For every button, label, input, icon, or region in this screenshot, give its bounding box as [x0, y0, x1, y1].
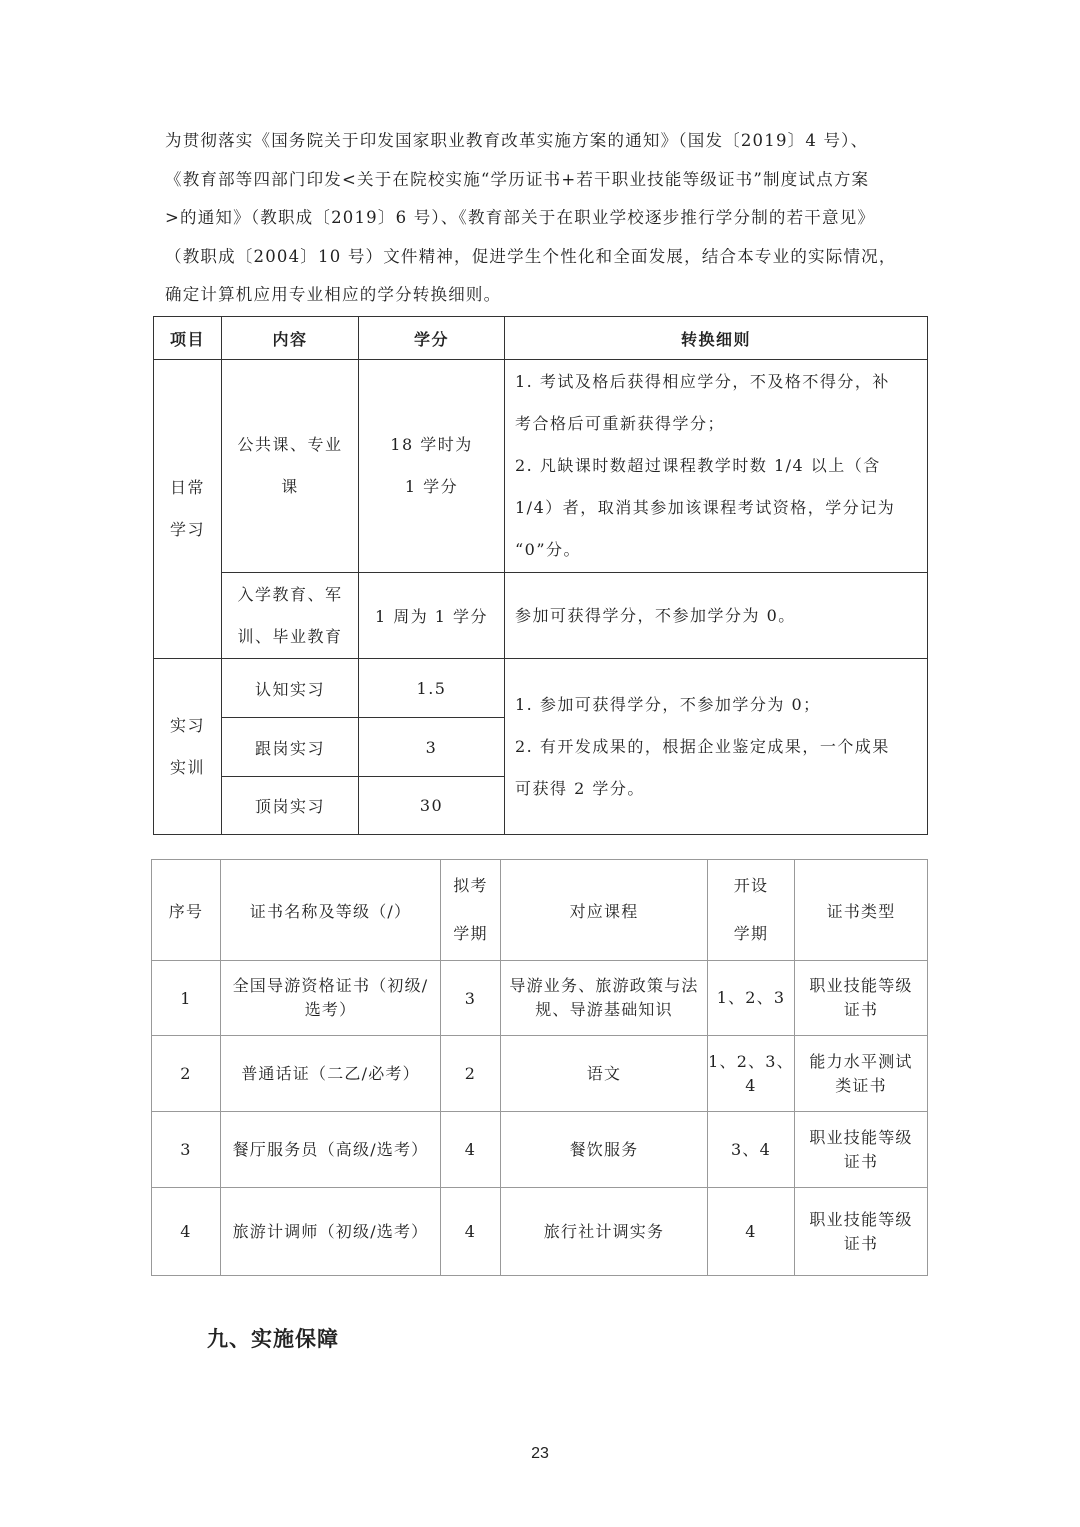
- cell-course: [501, 1036, 708, 1112]
- cell-no: 4: [152, 1188, 221, 1276]
- cell-exam-term: 4: [441, 1112, 501, 1188]
- content-cell: 顶岗实习: [222, 777, 359, 835]
- header-no: 序号: [152, 860, 221, 961]
- rule-line: 1/4）者，取消其参加该课程考试资格，学分记为: [515, 498, 896, 517]
- content-cell: [222, 573, 359, 659]
- table-row: [154, 659, 928, 718]
- table-row: [152, 961, 928, 1036]
- table-header-row: [152, 860, 928, 961]
- header-course: 对应课程: [501, 860, 708, 961]
- cell-no: 1: [152, 961, 221, 1036]
- cell-offer-term: [708, 961, 795, 1036]
- cell-line: 规、导游基础知识: [535, 1000, 673, 1019]
- cell-cert-type: [795, 961, 928, 1036]
- cell-cert-name: [221, 1188, 441, 1276]
- cell-line: 1、2、3: [716, 988, 786, 1007]
- credit-cell: 30: [359, 777, 505, 835]
- content-line: 入学教育、军: [237, 584, 343, 604]
- cell-cert-type: [795, 1188, 928, 1276]
- table-row: [152, 1036, 928, 1112]
- cell-line: 1、2、3、: [708, 1051, 794, 1071]
- group-label-daily: [154, 360, 222, 659]
- cell-line: 职业技能等级: [809, 1127, 913, 1147]
- rule-cell: 参加可获得学分，不参加学分为 0。: [505, 573, 928, 659]
- cell-cert-name: [221, 1036, 441, 1112]
- cell-offer-term: [708, 1036, 795, 1112]
- intro-line: >的通知》（教职成〔2019〕6 号）、《教育部关于在职业学校逐步推行学分制的若干意见》: [165, 208, 876, 227]
- rule-line: 1. 考试及格后获得相应学分，不及格不得分，补: [515, 372, 890, 391]
- cell-line: 证书: [843, 1233, 879, 1253]
- cell-exam-term: 2: [441, 1036, 501, 1112]
- content-cell: [222, 360, 359, 573]
- content-cell: 认知实习: [222, 659, 359, 718]
- cell-no: 3: [152, 1112, 221, 1188]
- cell-course: [501, 1188, 708, 1276]
- cell-line: 餐饮服务: [569, 1139, 639, 1159]
- cell-line: 旅行社计调实务: [543, 1221, 665, 1241]
- credit-line: 18 学时为: [390, 435, 473, 454]
- page-number: 23: [531, 1445, 549, 1462]
- intro-line: （教职成〔2004〕10 号）文件精神，促进学生个性化和全面发展，结合本专业的实际情况，: [165, 246, 897, 266]
- table-header-row: [154, 317, 928, 360]
- header-line: 学期: [733, 924, 769, 943]
- cell-exam-term: 4: [441, 1188, 501, 1276]
- section-title: 九、实施保障: [207, 1327, 339, 1351]
- cell-line: 语文: [586, 1063, 622, 1083]
- header-cert-type: 证书类型: [795, 860, 928, 961]
- table-row: [152, 1188, 928, 1276]
- cell-line: 导游业务、旅游政策与法: [509, 976, 699, 995]
- intro-line: 《教育部等四部门印发<关于在院校实施“学历证书+若干职业技能等级证书”制度试点方案: [165, 169, 870, 189]
- table-row: [152, 1112, 928, 1188]
- cell-line: 3、4: [731, 1139, 771, 1159]
- content-cell: 跟岗实习: [222, 718, 359, 777]
- cell-line: 餐厅服务员（高级/选考）: [232, 1139, 429, 1159]
- cell-line: 职业技能等级: [809, 1209, 913, 1229]
- cell-offer-term: [708, 1188, 795, 1276]
- credit-cell: 1.5: [359, 659, 505, 718]
- credit-cell: [359, 360, 505, 573]
- rule-cell: [505, 659, 928, 835]
- cell-course: [501, 961, 708, 1036]
- credit-cell: 1 周为 1 学分: [359, 573, 505, 659]
- cell-no: 2: [152, 1036, 221, 1112]
- cell-line: 全国导游资格证书（初级/: [232, 976, 429, 995]
- cell-cert-type: [795, 1036, 928, 1112]
- rule-line: 可获得 2 学分。: [515, 778, 645, 798]
- header-cert-name: 证书名称及等级（/）: [221, 860, 441, 961]
- header-exam-term: [441, 860, 501, 961]
- header-item: 项目: [154, 317, 222, 360]
- intro-paragraph: [165, 122, 930, 315]
- certificate-table: [151, 859, 928, 1276]
- table-row: [154, 573, 928, 659]
- credit-line: 1 学分: [404, 477, 459, 496]
- label-line: 实训: [169, 757, 205, 777]
- rule-line: 2. 有开发成果的，根据企业鉴定成果，一个成果: [515, 736, 890, 756]
- cell-line: 类证书: [835, 1075, 887, 1095]
- cell-cert-name: [221, 1112, 441, 1188]
- header-offer-term: [708, 860, 795, 961]
- cell-offer-term: [708, 1112, 795, 1188]
- group-label-practice: [154, 659, 222, 835]
- header-credit: 学分: [359, 317, 505, 360]
- cell-line: 证书: [843, 1151, 879, 1171]
- content-line: 训、毕业教育: [237, 626, 343, 646]
- header-line: 拟考: [453, 876, 488, 895]
- cell-cert-name: [221, 961, 441, 1036]
- content-line: 课: [281, 477, 299, 496]
- table-row: [154, 360, 928, 573]
- cell-line: 职业技能等级: [809, 976, 913, 995]
- cell-line: 能力水平测试: [809, 1051, 913, 1071]
- cell-course: [501, 1112, 708, 1188]
- rule-line: 考合格后可重新获得学分；: [515, 414, 726, 433]
- header-content: 内容: [222, 317, 359, 360]
- rule-line: “0”分。: [515, 540, 582, 559]
- cell-line: 普通话证（二乙/必考）: [241, 1063, 420, 1083]
- rule-line: 1. 参加可获得学分，不参加学分为 0；: [515, 694, 821, 714]
- intro-line: 为贯彻落实《国务院关于印发国家职业教育改革实施方案的通知》（国发〔2019〕4 号）、: [165, 131, 869, 150]
- header-line: 开设: [733, 876, 769, 895]
- cell-line: 证书: [843, 1000, 879, 1019]
- label-line: 实习: [169, 715, 205, 735]
- cell-line: 旅游计调师（初级/选考）: [232, 1221, 429, 1241]
- cell-line: 4: [745, 1075, 757, 1095]
- credit-conversion-table: [153, 316, 928, 835]
- content-line: 公共课、专业: [237, 435, 343, 454]
- header-line: 学期: [453, 924, 488, 943]
- rule-cell: [505, 360, 928, 573]
- intro-line: 确定计算机应用专业相应的学分转换细则。: [165, 285, 502, 304]
- cell-exam-term: 3: [441, 961, 501, 1036]
- label-line: 学习: [169, 520, 205, 539]
- label-line: 日常: [169, 478, 205, 497]
- header-rule: 转换细则: [505, 317, 928, 360]
- rule-line: 2. 凡缺课时数超过课程教学时数 1/4 以上（含: [515, 456, 881, 475]
- cell-line: 4: [745, 1221, 757, 1241]
- cell-line: 选考）: [304, 1000, 357, 1019]
- credit-cell: 3: [359, 718, 505, 777]
- cell-cert-type: [795, 1112, 928, 1188]
